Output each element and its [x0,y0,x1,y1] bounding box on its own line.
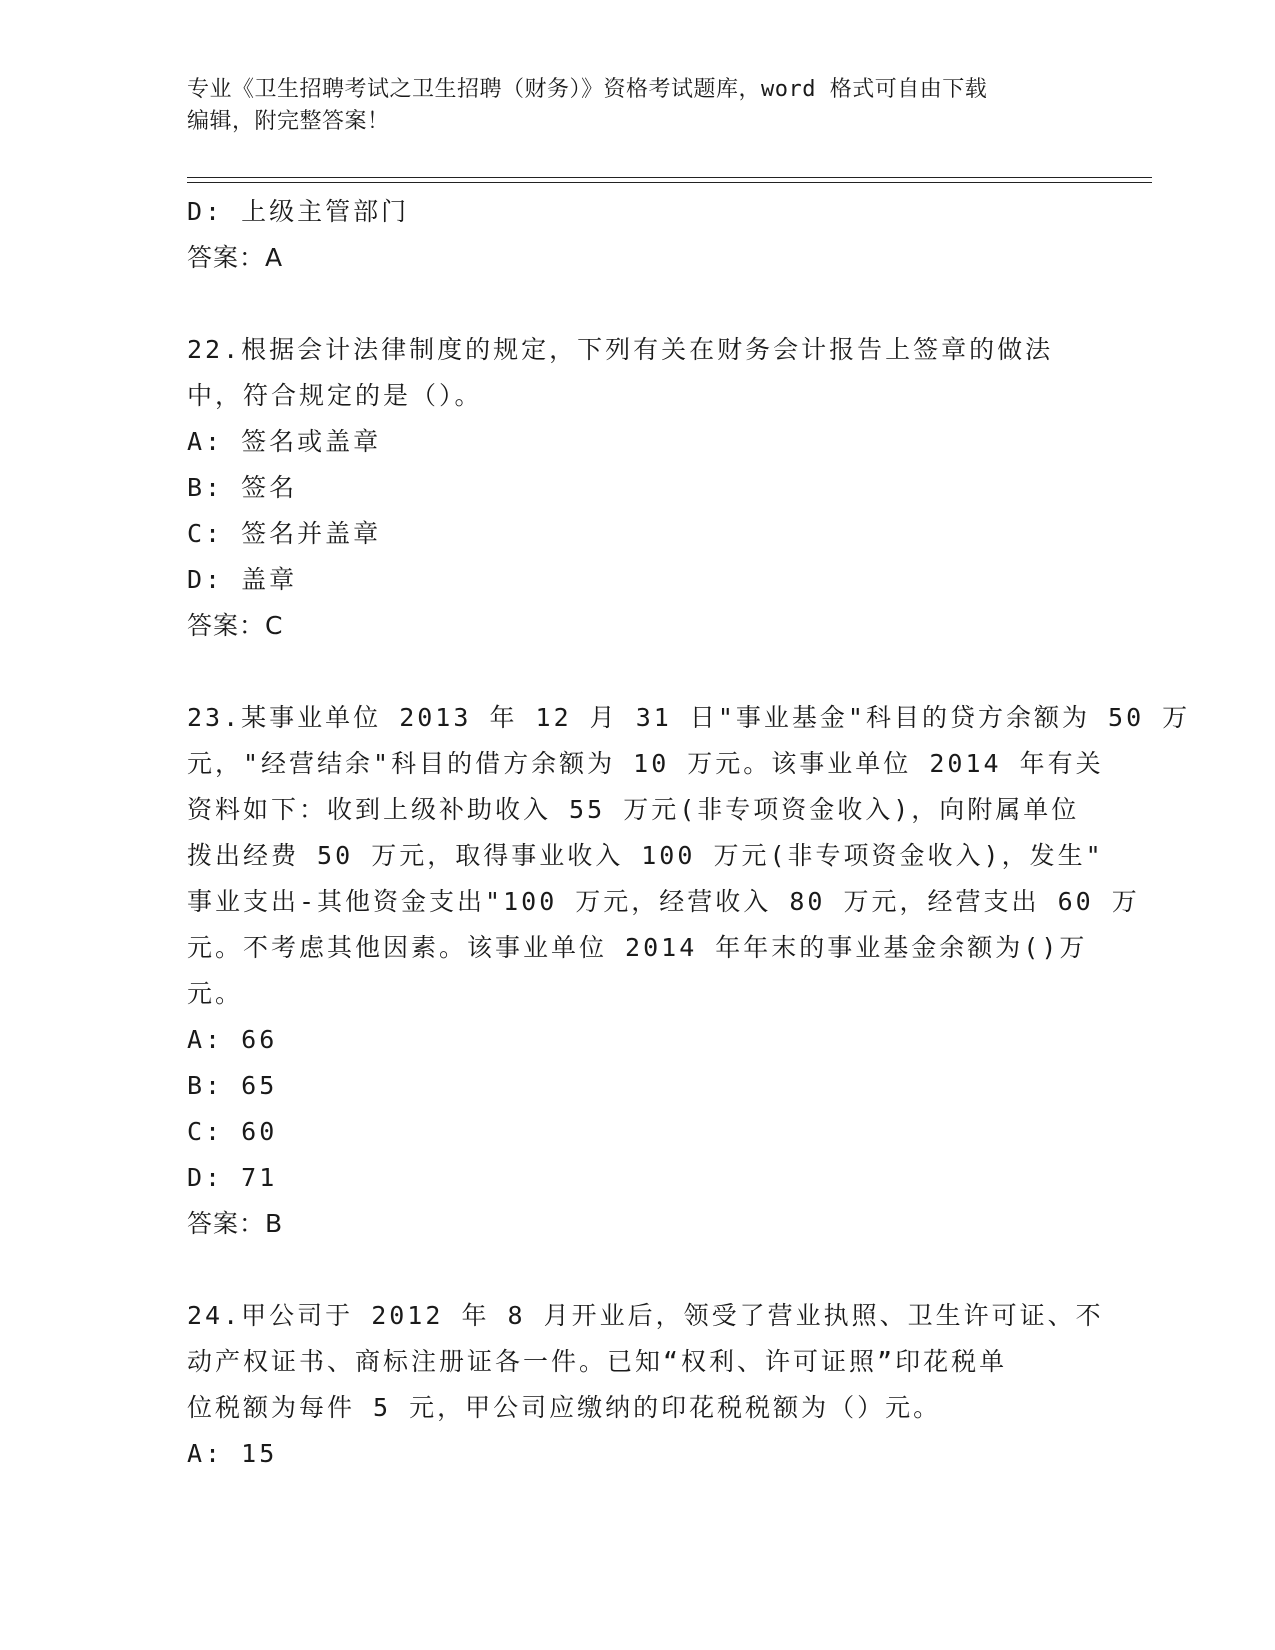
header-line-1: 专业《卫生招聘考试之卫生招聘（财务）》资格考试题库，word 格式可自由下载 [187,77,988,102]
spacer [187,281,1087,327]
answer-label: 答案：B [187,1209,284,1238]
option-a: A: 签名或盖章 [187,427,382,456]
question-24 [187,1293,1104,1477]
option-b: B: 65 [187,1071,278,1100]
question-text-line: 资料如下：收到上级补助收入 55 万元(非专项资金收入)，向附属单位 [187,795,1080,824]
question-text-line: 位税额为每件 5 元，甲公司应缴纳的印花税税额为（）元。 [187,1393,942,1422]
question-text-line: 23.某事业单位 2013 年 12 月 31 日"事业基金"科目的贷方余额为 50 万 [187,703,1191,732]
page-header [187,74,1067,138]
option-d: D: 71 [187,1163,278,1192]
option-c: C: 60 [187,1117,278,1146]
question-23 [187,695,1191,1247]
question-text-line: 拨出经费 50 万元，取得事业收入 100 万元(非专项资金收入)，发生" [187,841,1104,870]
header-divider-bottom [187,182,1152,183]
question-22 [187,327,1087,649]
question-text-line: 事业支出-其他资金支出"100 万元，经营收入 80 万元，经营支出 60 万 [187,887,1140,916]
question-text-line: 中，符合规定的是（）。 [187,381,483,410]
page-content [187,189,1191,1477]
question-text-line: 24.甲公司于 2012 年 8 月开业后，领受了营业执照、卫生许可证、不 [187,1301,1104,1330]
spacer [187,649,1087,695]
answer-label: 答案：C [187,611,284,640]
question-text-line: 22.根据会计法律制度的规定，下列有关在财务会计报告上签章的做法 [187,335,1054,364]
option-a: A: 66 [187,1025,278,1054]
question-text-line: 动产权证书、商标注册证各一件。已知“权利、许可证照”印花税单 [187,1347,1008,1376]
option-d: D: 上级主管部门 [187,197,410,226]
spacer [187,1247,1087,1293]
question-text-line: 元。不考虑其他因素。该事业单位 2014 年年末的事业基金余额为()万 [187,933,1088,962]
header-line-2: 编辑，附完整答案！ [187,109,390,134]
option-b: B: 签名 [187,473,298,502]
option-a: A: 15 [187,1439,278,1468]
question-text-line: 元。 [187,979,244,1008]
option-d: D: 盖章 [187,565,298,594]
option-c: C: 签名并盖章 [187,519,382,548]
answer-label: 答案：A [187,243,284,272]
header-divider-top [187,177,1152,178]
question-text-line: 元，"经营结余"科目的借方余额为 10 万元。该事业单位 2014 年有关 [187,749,1104,778]
question-21-tail [187,189,1087,281]
